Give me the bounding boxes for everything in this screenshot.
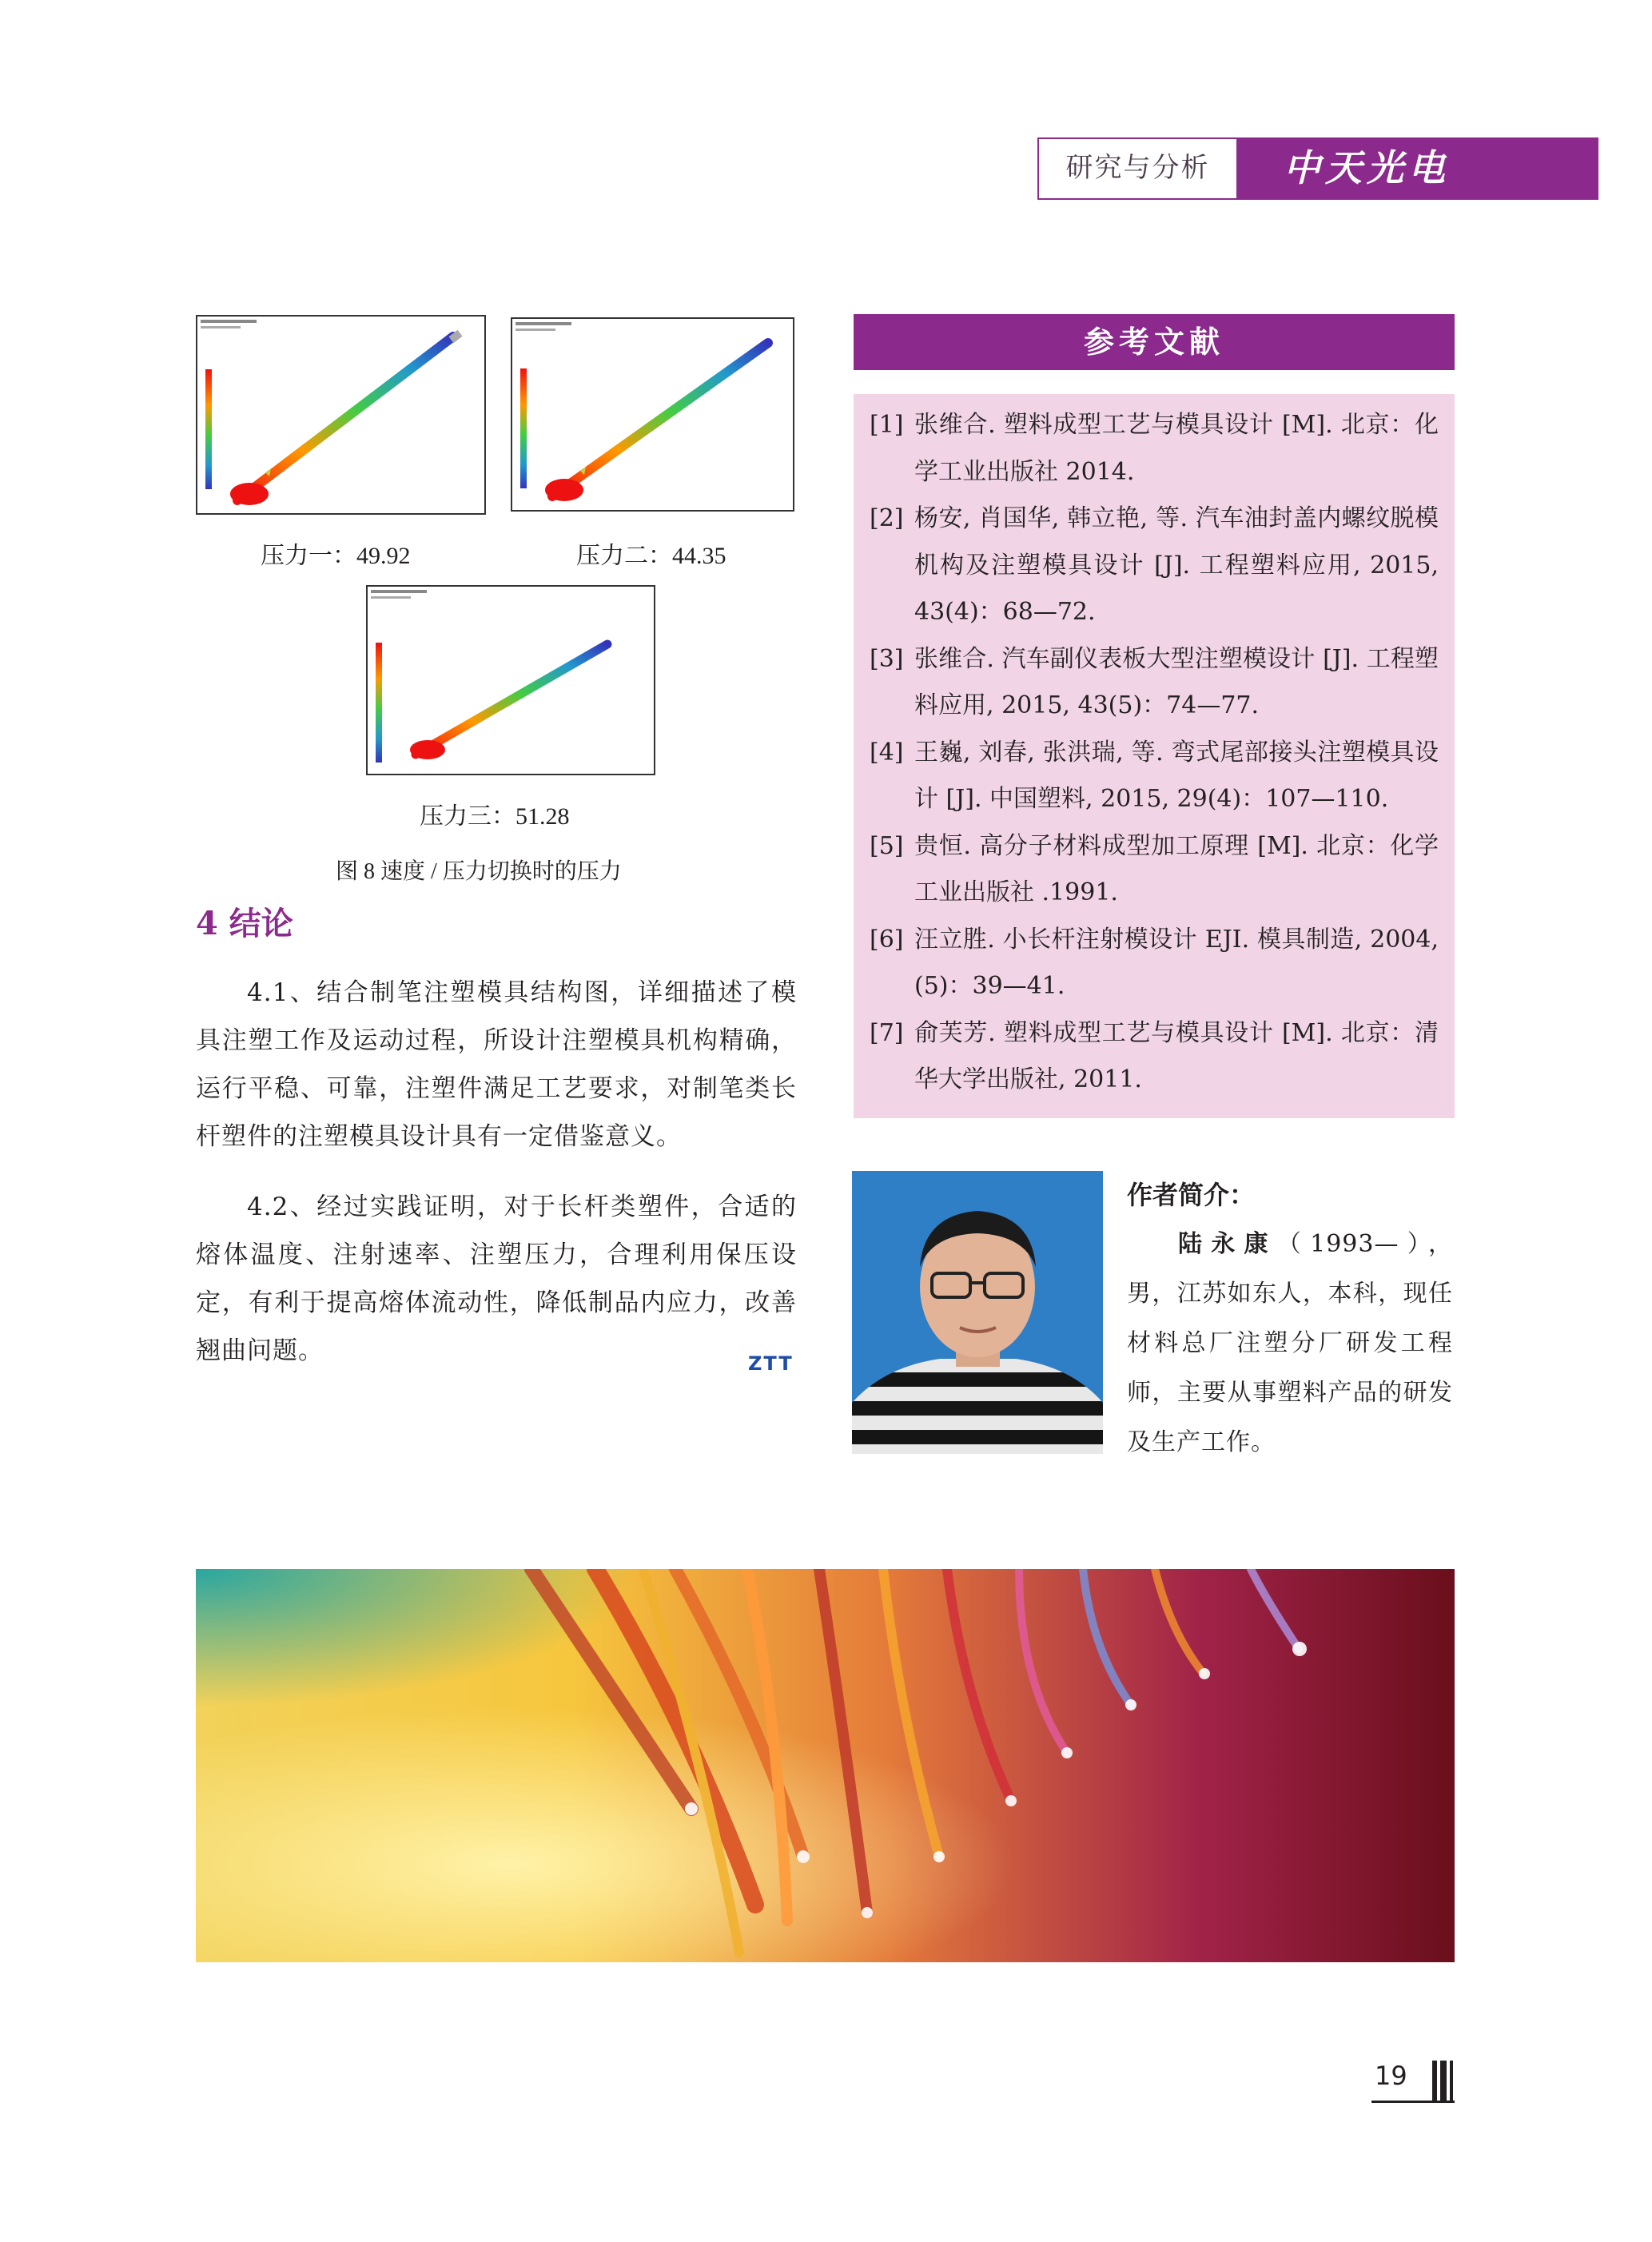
reference-text: 杨安, 肖国华, 韩立艳, 等. 汽车油封盖内螺纹脱模机构及注塑模具设计 [J]. 工程塑料应用, 2015, 43(4)：68—72. [914, 504, 1439, 626]
author-photo [852, 1171, 1103, 1454]
conclusion-p1-text: 4.1、结合制笔注塑模具结构图，详细描述了模具注塑工作及运动过程，所设计注塑模具机构精确，运行平稳、可靠，注塑件满足工艺要求，对制笔类长杆塑件的注塑模具设计具有一定借鉴意义。 [196, 978, 797, 1151]
figure-1-caption: 压力一：49.92 [261, 543, 411, 569]
pressure-figure-1 [196, 315, 486, 515]
optical-fiber-image [196, 1569, 1455, 1962]
reference-number: [3] [870, 644, 904, 673]
reference-item [870, 1010, 1439, 1104]
reference-text: 张维合. 塑料成型工艺与模具设计 [M]. 北京：化学工业出版社 2014. [914, 411, 1439, 486]
author-heading: 作者简介： [1127, 1180, 1256, 1210]
reference-text: 王巍, 刘春, 张洪瑞, 等. 弯式尾部接头注塑模具设计 [J]. 中国塑料, 2015, 29(4)：107—110. [914, 738, 1439, 813]
pressure-figure-3 [366, 585, 655, 775]
reference-number: [7] [870, 1018, 904, 1047]
author-name: 陆永康 [1178, 1230, 1277, 1258]
header-section-label: 研究与分析 [1065, 152, 1210, 184]
reference-text: 汪立胜. 小长杆注射模设计 EJI. 模具制造, 2004, (5)：39—41. [914, 925, 1439, 1000]
reference-text: 张维合. 汽车副仪表板大型注塑模设计 [J]. 工程塑料应用, 2015, 43(5)：74—77. [914, 644, 1439, 719]
author-bio-text: （1993—），男，江苏如东人，本科，现任材料总厂注塑分厂研发工程师，主要从事塑料产品的研发及生产工作。 [1127, 1230, 1453, 1456]
reference-number: [1] [870, 411, 904, 439]
end-mark: ZTT [748, 1352, 794, 1375]
references-list [870, 402, 1439, 1104]
reference-item [870, 917, 1439, 1010]
reference-number: [2] [870, 504, 904, 532]
reference-number: [4] [870, 738, 904, 767]
reference-text: 俞芙芳. 塑料成型工艺与模具设计 [M]. 北京：清华大学出版社, 2011. [914, 1018, 1439, 1093]
barcode-mark [1432, 2061, 1455, 2102]
reference-text: 贵恒. 高分子材料成型加工原理 [M]. 北京：化学工业出版社 .1991. [914, 831, 1439, 906]
reference-number: [5] [870, 831, 904, 860]
page-number: 19 [1375, 2061, 1407, 2091]
figure-3-caption: 压力三：51.28 [420, 803, 570, 830]
reference-item [870, 730, 1439, 823]
pressure-figure-2 [511, 317, 794, 512]
author-bio [1127, 1220, 1453, 1467]
reference-number: [6] [870, 925, 904, 954]
conclusion-paragraph-1 [196, 969, 797, 1161]
reference-item [870, 496, 1439, 636]
figure-2-caption: 压力二：44.35 [576, 543, 726, 569]
reference-item [870, 402, 1439, 496]
conclusion-p2-text: 4.2、经过实践证明，对于长杆类塑件，合适的熔体温度、注射速率、注塑压力，合理利用保压设定，有利于提高熔体流动性，降低制品内应力，改善翘曲问题。 [196, 1193, 797, 1365]
header-brand-logo: 中天光电 [1284, 146, 1450, 189]
reference-item [870, 823, 1439, 917]
figure-8-caption: 图 8 速度 / 压力切换时的压力 [336, 859, 622, 884]
conclusion-heading: 4 结论 [196, 905, 293, 942]
reference-item [870, 636, 1439, 730]
conclusion-paragraph-2 [196, 1183, 797, 1375]
references-title: 参考文献 [854, 314, 1455, 370]
